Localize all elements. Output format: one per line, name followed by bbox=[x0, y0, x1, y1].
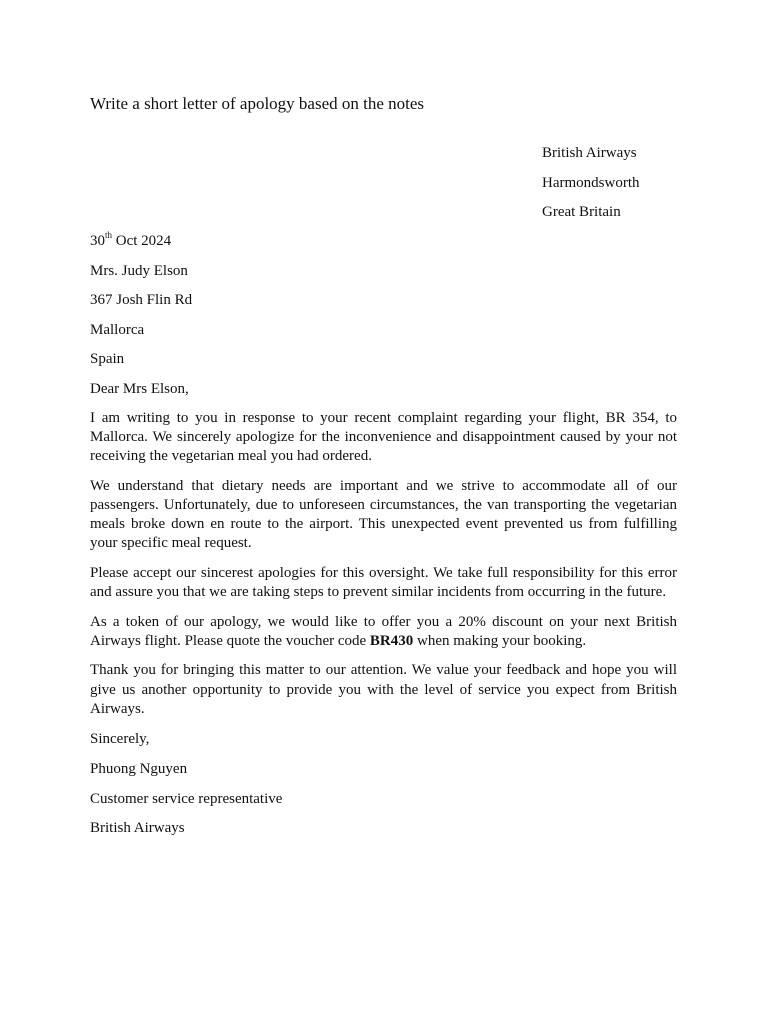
paragraph-thanks: Thank you for bringing this matter to our attention. We value your feedback and hope you will give us another opportunity to provide you with the level of service you expect from British Airways. bbox=[90, 662, 677, 717]
recipient-country: Spain bbox=[90, 351, 125, 368]
offer-text-before: As a token of our apology, we would like to offer you a 20% discount on your next British Airways flight. Please quote the voucher code bbox=[90, 613, 677, 649]
paragraph-offer bbox=[90, 613, 677, 651]
date-suffix: th bbox=[105, 230, 113, 240]
sender-country: Great Britain bbox=[542, 204, 621, 220]
letter-date bbox=[90, 231, 677, 261]
offer-text-after: when making your booking. bbox=[413, 632, 587, 649]
date-rest: Oct 2024 bbox=[112, 233, 172, 249]
letter-body bbox=[90, 231, 677, 848]
salutation: Dear Mrs Elson, bbox=[90, 380, 189, 397]
signer-role: Customer service representative bbox=[90, 790, 283, 807]
date-day: 30 bbox=[90, 233, 105, 249]
sender-company: British Airways bbox=[542, 145, 637, 161]
voucher-code: BR430 bbox=[369, 632, 414, 649]
sender-town: Harmondsworth bbox=[542, 174, 640, 191]
signer-company: British Airways bbox=[90, 820, 185, 837]
paragraph-complaint: I am writing to you in response to your recent complaint regarding your flight, BR 354, to Mallorca. We sincerely apologize for the inconvenience and disappointment caused by your not receiving the vegetarian meal you had ordered. bbox=[90, 409, 677, 464]
sender-address bbox=[542, 143, 640, 232]
signer-name: Phuong Nguyen bbox=[90, 760, 188, 777]
recipient-city: Mallorca bbox=[90, 321, 145, 338]
recipient-name: Mrs. Judy Elson bbox=[90, 262, 188, 279]
signoff: Sincerely, bbox=[90, 731, 150, 748]
page-title: Write a short letter of apology based on the notes bbox=[90, 94, 425, 113]
recipient-street: 367 Josh Flin Rd bbox=[90, 292, 193, 309]
paragraph-explanation: We understand that dietary needs are important and we strive to accommodate all of our passengers. Unfortunately, due to unforeseen circumstances, the van transporting the vegetarian meals broke down en route to the airport. This unexpected event prevented us from fulfilling your specific meal request. bbox=[90, 477, 677, 552]
paragraph-apology: Please accept our sincerest apologies for this oversight. We take full responsibility for this error and assure you that we are taking steps to prevent similar incidents from occurring in the future. bbox=[90, 564, 677, 600]
